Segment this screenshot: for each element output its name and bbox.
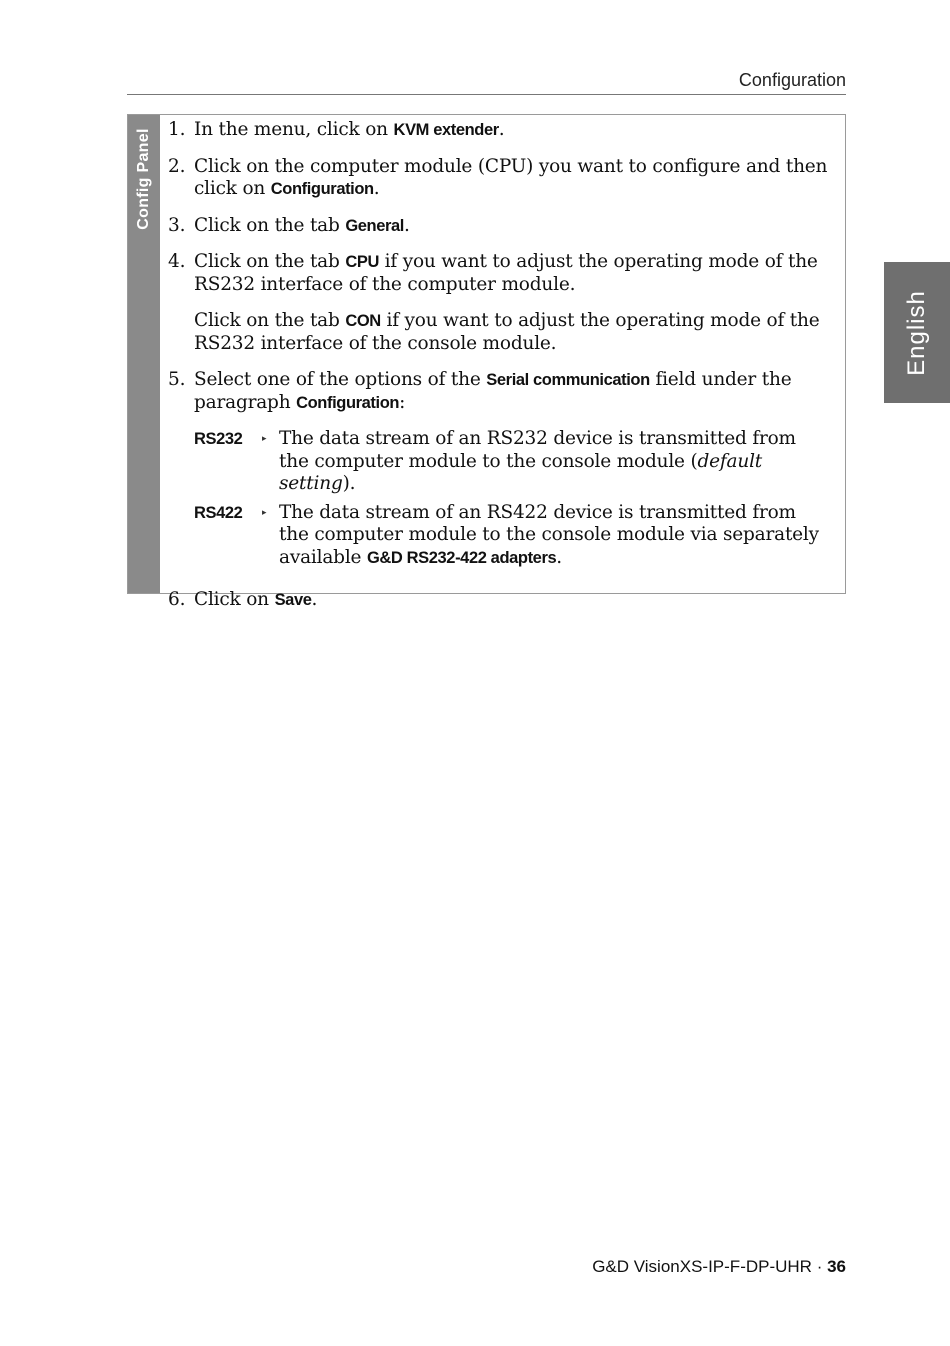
- step-text: .: [373, 178, 380, 199]
- step-number: 3.: [168, 214, 186, 236]
- step-text: Click on the computer module (CPU) you want to configure and then click on: [194, 155, 828, 199]
- page-section-title: Configuration: [738, 70, 846, 90]
- step-number: 6.: [168, 589, 186, 610]
- step-1: [168, 119, 828, 142]
- step-text: if you want to adjust the operating mode of the RS232 interface of the computer module.: [194, 251, 818, 295]
- footer-separator: ·: [811, 1257, 828, 1276]
- step-text: if you want to adjust the operating mode of the RS232 interface of the console module.: [194, 310, 820, 354]
- option-key: RS422: [194, 503, 243, 522]
- product-name: G&D VisionXS-IP-F-DP-UHR: [592, 1257, 812, 1276]
- arrow-right-icon: ▸: [262, 434, 267, 444]
- ui-term: CPU: [345, 253, 379, 271]
- step-text: In the menu, click on: [194, 119, 394, 140]
- option-key: RS232: [194, 430, 243, 448]
- step-4: [168, 251, 828, 355]
- ui-term: Serial communication: [486, 371, 650, 389]
- step-text: .: [404, 214, 410, 236]
- step-text: field under the paragraph: [194, 369, 792, 413]
- default-setting-note: default setting: [279, 450, 763, 494]
- language-tab-label: English: [903, 289, 930, 376]
- header-divider: [127, 94, 846, 95]
- config-panel-sidebar: [128, 115, 160, 593]
- option-rs422: [194, 502, 828, 570]
- option-list: [194, 428, 828, 569]
- step-text: .: [311, 589, 318, 610]
- step-2: [168, 156, 828, 201]
- instruction-steps: [168, 119, 828, 626]
- instruction-box: [127, 114, 846, 610]
- step-text: Select one of the options of the: [194, 369, 487, 390]
- ui-term: Save: [274, 591, 312, 609]
- config-panel-label: Config Panel: [135, 128, 152, 230]
- page-number: 36: [827, 1257, 846, 1276]
- step-text: Click on the tab: [194, 251, 346, 272]
- step-3: [168, 215, 828, 238]
- ui-term: G&D RS232-422 adapters: [366, 548, 557, 567]
- ui-term: CON: [345, 312, 381, 330]
- ui-term: Configuration: [296, 393, 400, 412]
- step-text: Click on the tab: [194, 214, 346, 236]
- step-text: Click on the tab: [194, 310, 346, 331]
- ui-term: KVM extender: [393, 121, 499, 139]
- page-footer: [592, 1257, 846, 1277]
- arrow-right-icon: ▸: [262, 507, 267, 518]
- step-number: 2.: [168, 155, 186, 177]
- step-text: Click on: [194, 589, 275, 610]
- option-rs232: [194, 428, 828, 496]
- step-number: 4.: [168, 251, 186, 272]
- ui-term: General: [345, 216, 404, 235]
- step-5: [168, 369, 828, 575]
- language-tab: [884, 262, 950, 403]
- ui-term: Configuration: [270, 180, 374, 198]
- step-number: 5.: [168, 369, 186, 390]
- step-number: 1.: [168, 119, 186, 140]
- option-description: The data stream of an RS422 device is transmitted from the computer module to the console module via separately available G&D RS232-422 adapters.: [279, 501, 819, 568]
- option-description: The data stream of an RS232 device is transmitted from the computer module to the console module (default setting).: [279, 428, 796, 494]
- step-text: :: [399, 391, 406, 413]
- step-text: .: [498, 119, 505, 140]
- step-6: [168, 589, 828, 612]
